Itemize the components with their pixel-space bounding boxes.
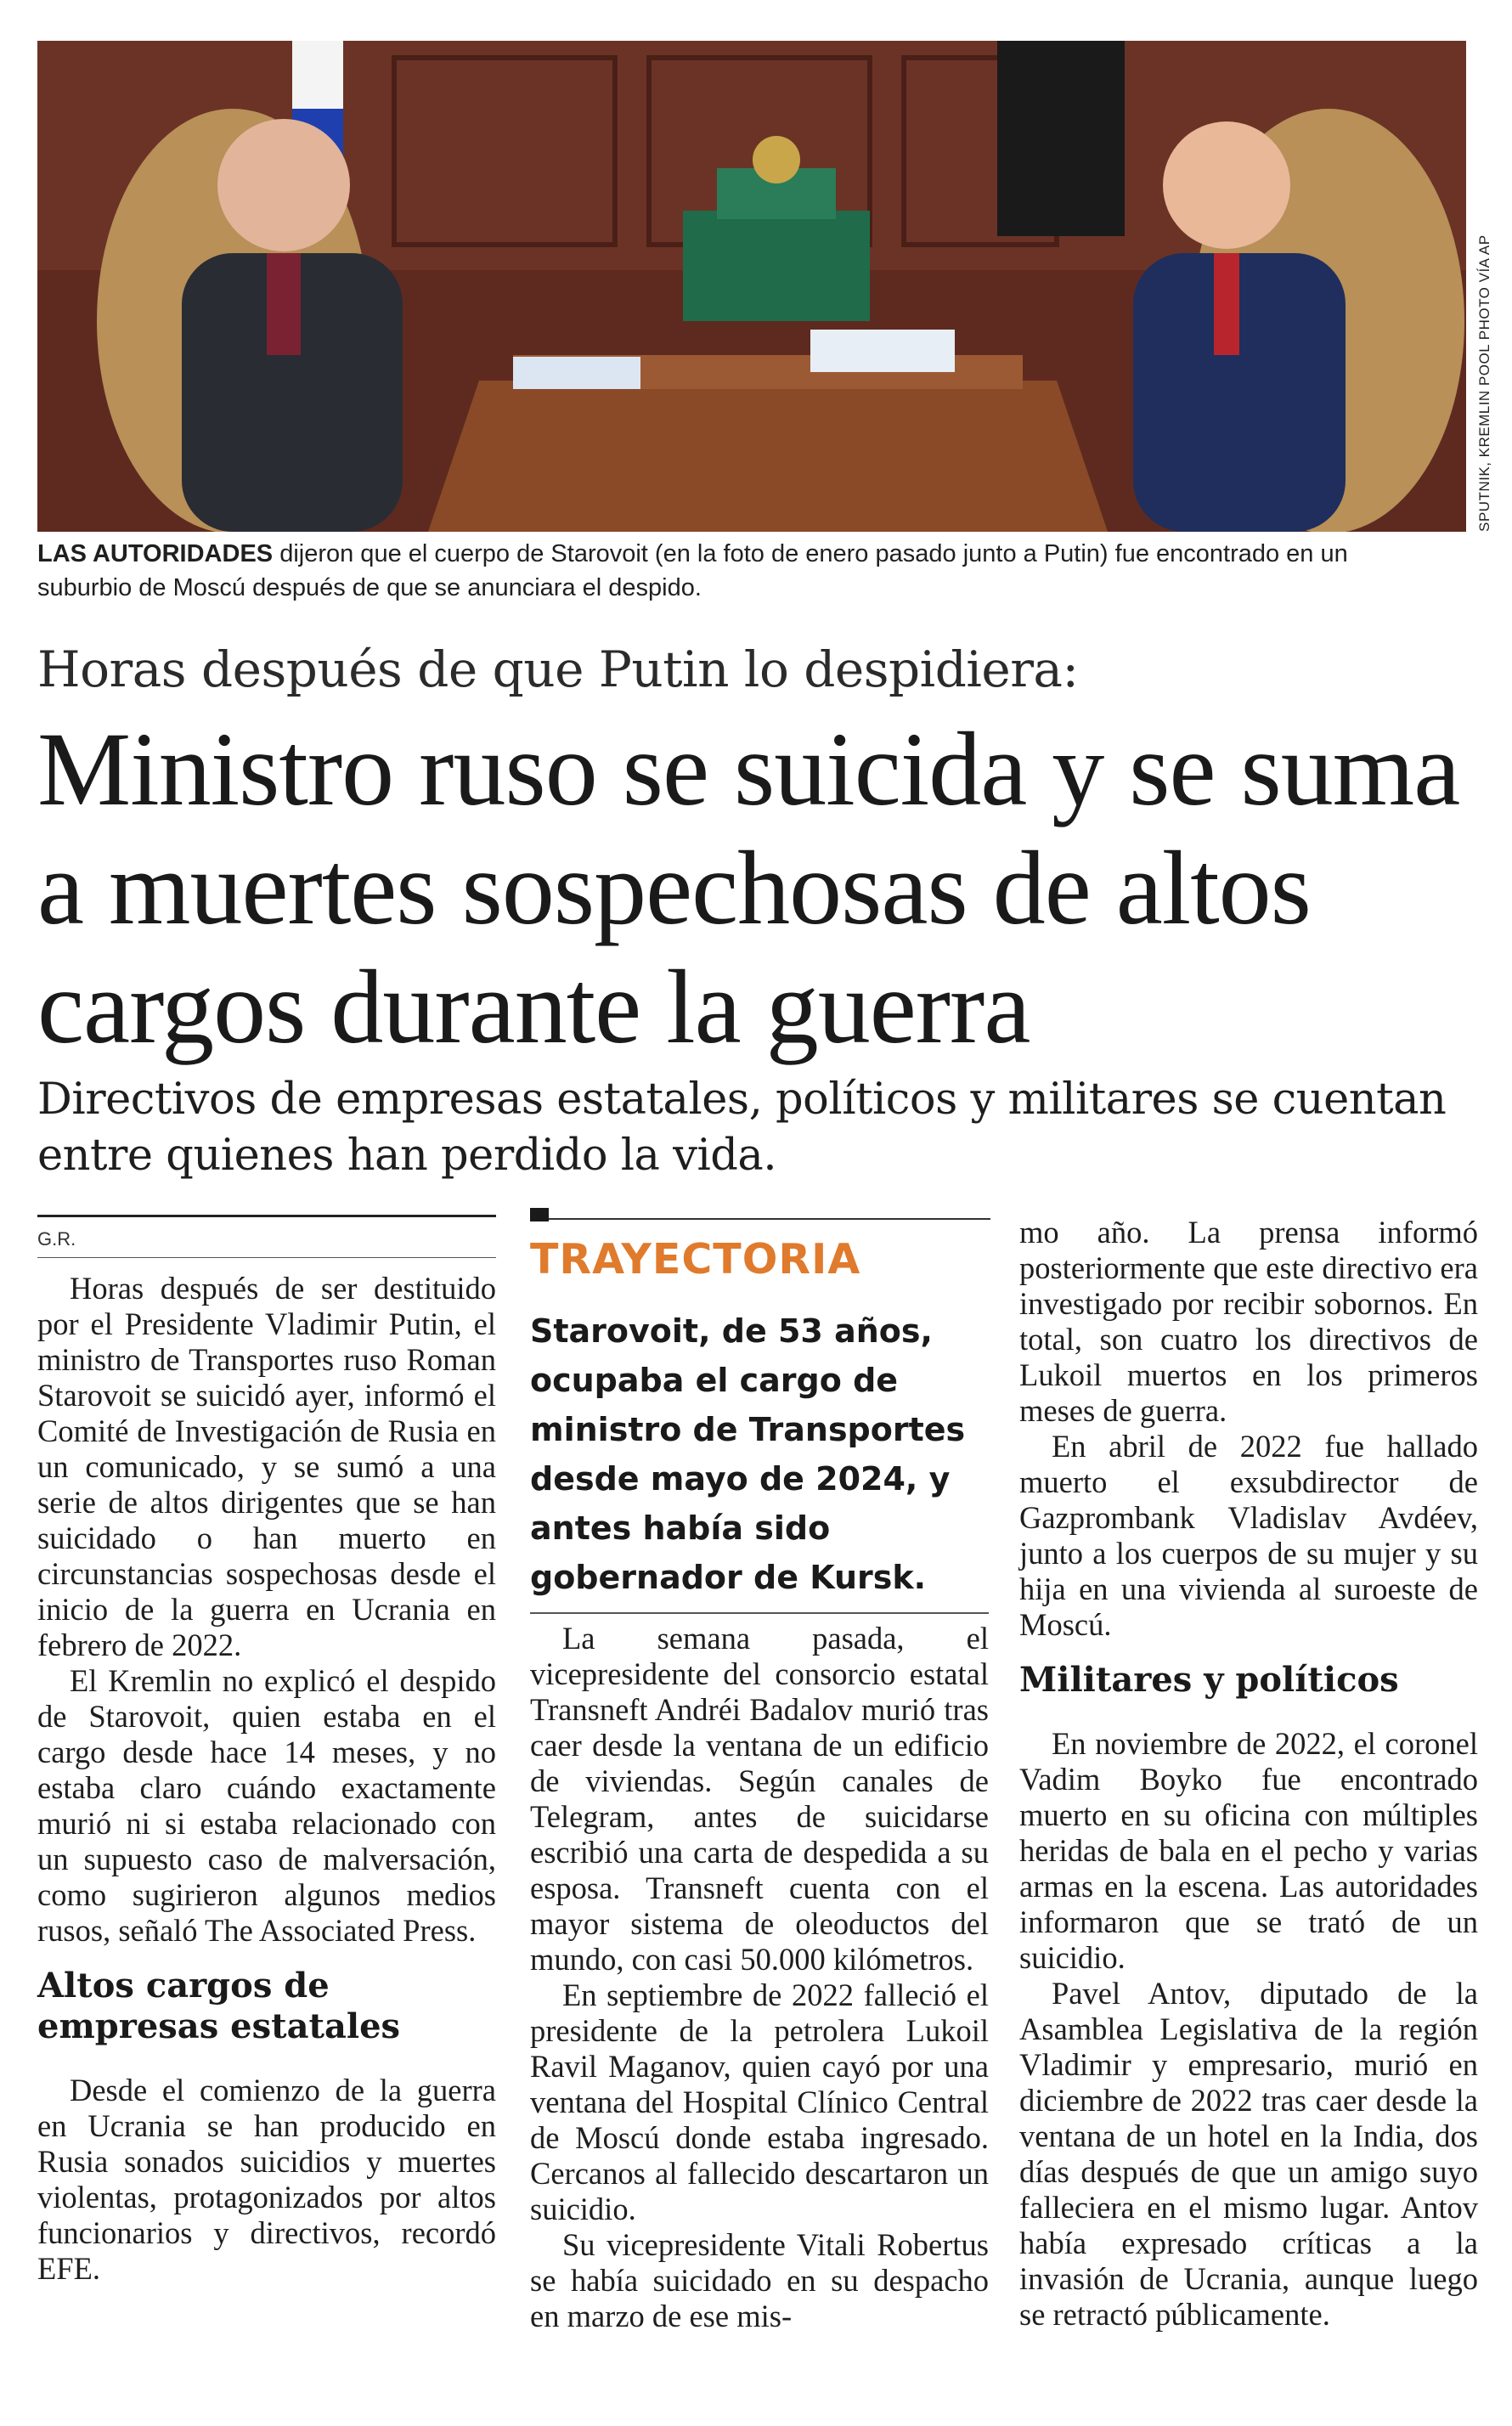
trayectoria-label: TRAYECTORIA bbox=[530, 1235, 861, 1284]
paragraph: Su vicepresidente Vitali Robertus se había suicidado en su despacho en marzo de ese mis- bbox=[530, 2227, 989, 2333]
paragraph: En septiembre de 2022 falleció el presidente de la petrolera Lukoil Ravil Maganov, quien cayó por una ventana del Hospital Clínico Central de Moscú donde estaba ingresado. Cercanos al fallecido descartaron un suicidio. bbox=[530, 1977, 989, 2226]
paragraph: En noviembre de 2022, el coronel Vadim Boyko fue encontrado muerto en su oficina con múltiples heridas de bala en el pecho y varias armas en la escena. Las autoridades informaron que se trató de un suicidio. bbox=[1019, 1726, 1478, 1975]
paragraph: Pavel Antov, diputado de la Asamblea Legislativa de la región Vladimir y empresario, murió en diciembre de 2022 tras caer desde la ventana de un hotel en la India, dos días después de que un amigo suyo falleciera en el mismo lugar. Antov había expresado críticas a la invasión de Ucrania, aunque luego se retractó públicamente. bbox=[1019, 1976, 1478, 2332]
caption-text: dijeron que el cuerpo de Starovoit (en la foto de enero pasado junto a Putin) fue encontrado en un suburbio de Moscú después de que se anunciara el despido. bbox=[37, 540, 1348, 601]
section-marker bbox=[530, 1208, 549, 1221]
paragraph: La semana pasada, el vicepresidente del consorcio estatal Transneft Andréi Badalov murió tras caer desde la ventana de un edificio de viviendas. Según canales de Telegram, antes de suicidarse escribió una carta de despedida a su esposa. Transneft cuenta con el mayor sistema de oleoductos del mundo, con casi 50.000 kilómetros. bbox=[530, 1621, 989, 1977]
headline-kicker: Horas después de que Putin lo despidiera: bbox=[37, 640, 1079, 698]
sidebar-divider bbox=[530, 1612, 989, 1614]
photo-credit: SPUTNIK, KREMLIN POOL PHOTO VÍA AP bbox=[1476, 234, 1492, 532]
paragraph: El Kremlin no explicó el despido de Starovoit, quien estaba en el cargo desde hace 14 meses, y no estaba claro cuándo exactamente murió ni si estaba relacionado con un supuesto caso de malversación, como sugirieron algunos medios rusos, señaló The Associated Press. bbox=[37, 1663, 496, 1948]
news-photo bbox=[37, 41, 1466, 532]
photo-caption bbox=[37, 537, 1413, 605]
byline: G.R. bbox=[37, 1228, 76, 1250]
caption-lead: LAS AUTORIDADES bbox=[37, 540, 274, 567]
paragraph: mo año. La prensa informó posteriormente que este directivo era investigado por recibir sobornos. En total, son cuatro los directivos de Lukoil muertos en los primeros meses de guerra. bbox=[1019, 1215, 1478, 1428]
trayectoria-text: Starovoit, de 53 años, ocupaba el cargo de ministro de Transportes desde mayo de 2024, y antes había sido gobernador de Kursk. bbox=[530, 1312, 966, 1596]
byline-rule bbox=[37, 1215, 496, 1217]
sidebar-rule bbox=[549, 1218, 990, 1220]
paragraph: Horas después de ser destituido por el Presidente Vladimir Putin, el ministro de Transportes ruso Roman Starovoit se suicidó ayer, informó el Comité de Investigación de Rusia en un comunicado, y se sumó a una serie de altos dirigentes que se han suicidado o han muerto en circunstancias sospechosas desde el inicio de la guerra en Ucrania en febrero de 2022. bbox=[37, 1271, 496, 1662]
subhead-militares: Militares y políticos bbox=[1019, 1660, 1399, 1700]
meeting-photo-illustration bbox=[37, 41, 1466, 532]
headline: Ministro ruso se suicida y se suma a muertes sospechosas de altos cargos durante la guerra bbox=[37, 711, 1460, 1065]
byline-divider bbox=[37, 1257, 496, 1258]
deck: Directivos de empresas estatales, políticos y militares se cuentan entre quienes han perdido la vida. bbox=[37, 1075, 1447, 1181]
paragraph: En abril de 2022 fue hallado muerto el exsubdirector de Gazprombank Vladislav Avdéev, junto a los cuerpos de su mujer y su hija en una vivienda al suroeste de Moscú. bbox=[1019, 1429, 1478, 1642]
subhead-altos-cargos: Altos cargos de empresas estatales bbox=[37, 1966, 401, 2046]
paragraph: Desde el comienzo de la guerra en Ucrania se han producido en Rusia sonados suicidios y muertes violentas, protagonizados por altos funcionarios y directivos, recordó EFE. bbox=[37, 2073, 496, 2286]
